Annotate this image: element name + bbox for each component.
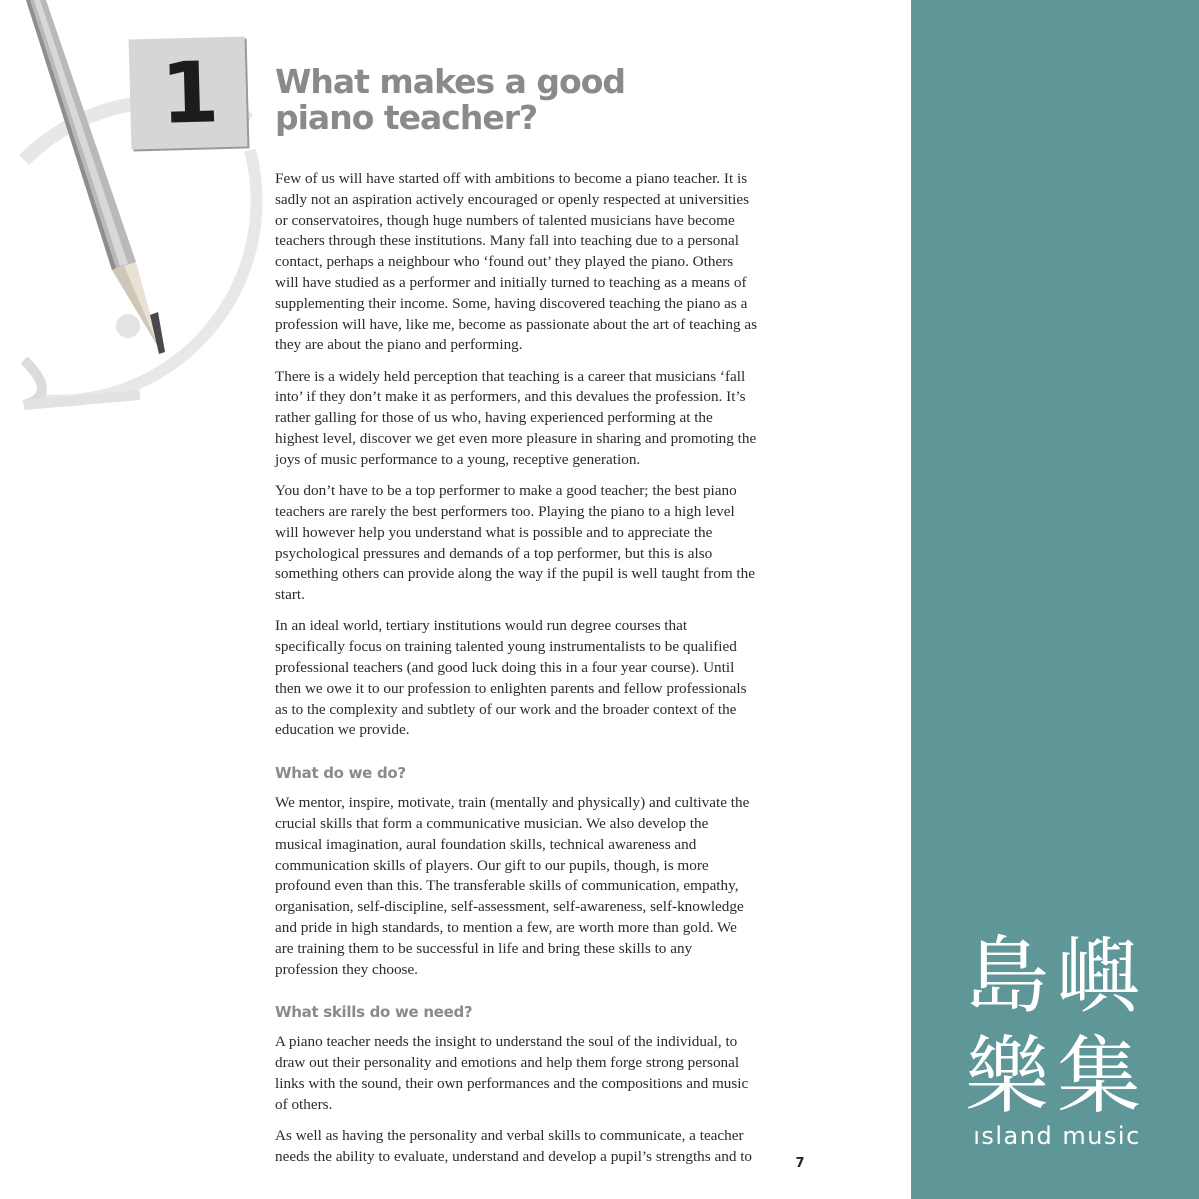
paragraph: You don’t have to be a top performer to make a good teacher; the best piano teachers are rarely the best performers too. Playing the piano to a high level will however help you understand what is possible and to appreciate the psychological pressures and demands of a top performer, but this is also something others can provide along the way if the pupil is well taught from the start.: [275, 482, 755, 604]
watermark-latin: ısland music: [973, 1122, 1141, 1150]
chapter-title: [275, 64, 795, 136]
page-number: 7: [795, 1156, 805, 1171]
chapter-title-line-1: What makes a good: [275, 62, 625, 101]
chapter-number: 1: [159, 43, 217, 143]
body-text: [275, 169, 759, 1178]
island-music-watermark: [962, 926, 1152, 1150]
section-heading-skills: What skills do we need?: [275, 1003, 473, 1022]
chapter-number-tab: [129, 37, 248, 150]
watermark-cjk-line-1: 島嶼: [964, 927, 1149, 1025]
paragraph: A piano teacher needs the insight to understand the soul of the individual, to draw out their personality and emotions and help them forge strong personal links with the sound, their own performances and the compositions and music of others.: [275, 1033, 749, 1113]
paragraph: We mentor, inspire, motivate, train (mentally and physically) and cultivate the crucial skills that form a communicative musician. We also develop the musical imagination, aural foundation skills, technical awareness and communication skills of players. Our gift to our pupils, though, is more profound even than this. The transferable skills of communication, empathy, organisation, self-discipline, self-assessment, self-awareness, self-knowledge and pride in high standards, to mention a few, are worth more than gold. We are training them to be successful in life and bring these skills to any profession they choose.: [275, 794, 750, 978]
paragraph: As well as having the personality and verbal skills to communicate, a teacher needs the ability to evaluate, understand and develop a pupil’s strengths and to: [275, 1127, 753, 1165]
chapter-title-line-2: piano teacher?: [275, 98, 538, 137]
paragraph: There is a widely held perception that teaching is a career that musicians ‘fall into’ if they don’t make it as performers, and this devalues the profession. It’s rather galling for those of us who, having experienced performing at the highest level, discover we get even more pleasure in sharing and promoting the joys of music performance to a young, receptive generation.: [275, 367, 757, 468]
paragraph: In an ideal world, tertiary institutions would run degree courses that specifically focus on training talented young instrumentalists to be qualified professional teachers (and good luck doing this in a four year course). Until then we owe it to our profession to enlighten parents and fellow professionals as to the complexity and subtlety of our work and the broader context of the education we provide.: [275, 617, 747, 739]
watermark-cjk-line-2: 樂集: [964, 1027, 1149, 1125]
paragraph: Few of us will have started off with ambitions to become a piano teacher. It is sadly not an aspiration actively encouraged or openly respected at universities or conservatoires, though huge numbers of talented musicians have become teachers through these institutions. Many fall into teaching due to a personal contact, perhaps a neighbour who ‘found out’ they played the piano. Others will have studied as a performer and initially turned to teaching as a means of supplementing their income. Some, having discovered teaching the piano as a profession will have, like me, become as passionate about the art of teaching as they are about the piano and performing.: [275, 170, 758, 354]
section-heading-what-we-do: What do we do?: [275, 764, 406, 783]
